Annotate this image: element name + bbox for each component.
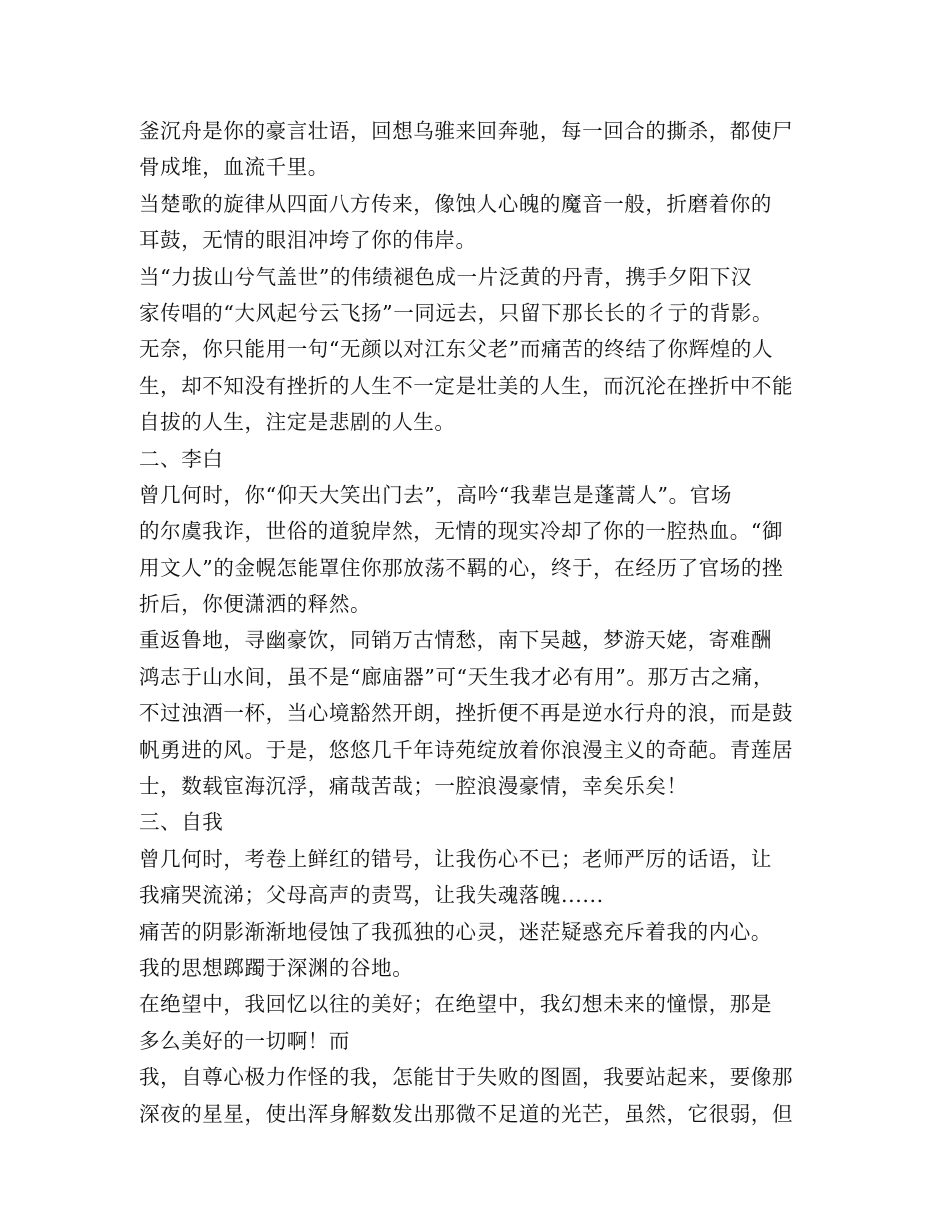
text-line: 曾几何时，考卷上鲜红的错号，让我伤心不已；老师严厉的话语，让 [139,846,772,871]
text-line: 深夜的星星，使出浑身解数发出那微不足道的光芒，虽然，它很弱，但 [139,1101,794,1126]
text-line: 帆勇进的风。于是，悠悠几千年诗苑绽放着你浪漫主义的奇葩。青莲居 [139,737,794,762]
text-line: 士，数载宦海沉浮，痛哉苦哉；一腔浪漫豪情，幸矣乐矣！ [139,774,688,799]
text-line: 自拔的人生，注定是悲剧的人生。 [139,410,456,435]
text-line: 用文人”的金幌怎能罩住你那放荡不羁的心，终于，在经历了官场的挫 [139,555,784,580]
text-line: 当楚歌的旋律从四面八方传来，像蚀人心魄的魔音一般，折磨着你的 [139,191,772,216]
section-heading-self: 三、自我 [139,810,224,835]
text-line: 痛苦的阴影渐渐地侵蚀了我孤独的心灵，迷茫疑惑充斥着我的内心。 [139,919,772,944]
text-line: 曾几何时，你“仰天大笑出门去”，高吟“我辈岂是蓬蒿人”。官场 [139,482,732,507]
text-line: 不过浊酒一杯，当心境豁然开朗，挫折便不再是逆水行舟的浪，而是鼓 [139,701,794,726]
text-line: 在绝望中，我回忆以往的美好；在绝望中，我幻想未来的憧憬，那是 [139,992,772,1017]
text-line: 生，却不知没有挫折的人生不一定是壮美的人生，而沉沦在挫折中不能 [139,373,794,398]
text-line: 鸿志于山水间，虽不是“廊庙器”可“天生我才必有用”。那万古之痛， [139,664,775,689]
text-line: 折后，你便潇洒的释然。 [139,592,372,617]
section-heading-libai: 二、李白 [139,446,224,471]
text-line: 我，自尊心极力作怪的我，怎能甘于失败的图圄，我要站起来，要像那 [139,1065,794,1090]
text-line: 家传唱的“大风起兮云飞扬”一同远去，只留下那长长的彳亍的背影。 [139,300,774,325]
text-line: 无奈，你只能用一句“无颜以对江东父老”而痛苦的终结了你辉煌的人 [139,337,774,362]
text-line: 骨成堆，血流千里。 [139,155,329,180]
text-line: 我的思想踯躅于深渊的谷地。 [139,955,414,980]
text-line: 多么美好的一切啊！而 [139,1028,350,1053]
document-body [139,113,819,1132]
text-line: 耳鼓，无情的眼泪冲垮了你的伟岸。 [139,228,477,253]
text-line: 釜沉舟是你的豪言壮语，回想乌骓来回奔驰，每一回合的撕杀，都使尸 [139,119,794,143]
text-line: 我痛哭流涕；父母高声的责骂，让我失魂落魄...... [139,883,604,908]
text-line: 的尔虞我诈，世俗的道貌岸然，无情的现实冷却了你的一腔热血。“御 [139,519,784,544]
text-line: 当“力拔山兮气盖世”的伟绩褪色成一片泛黄的丹青，携手夕阳下汉 [139,264,752,289]
text-line: 重返鲁地，寻幽豪饮，同销万古情愁，南下吴越，梦游天姥，寄难酬 [139,628,772,653]
